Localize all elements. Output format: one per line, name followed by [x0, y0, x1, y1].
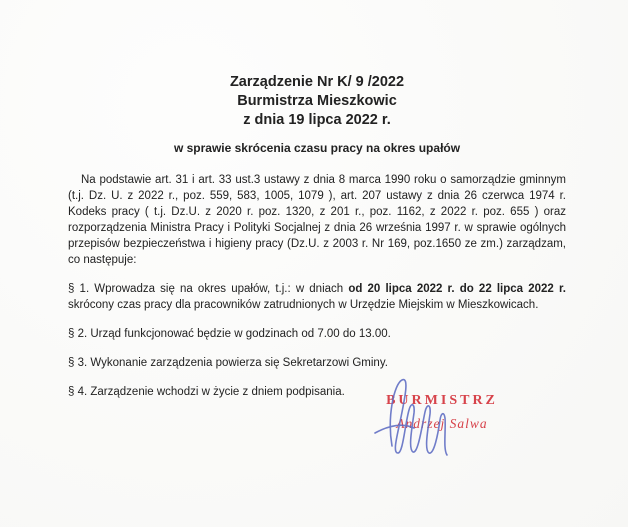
signature-area: [336, 372, 496, 472]
stamp-title-text: BURMISTRZ: [386, 393, 498, 408]
section-4: § 4. Zarządzenie wchodzi w życie z dniem podpisania.: [68, 386, 345, 398]
section-1-lead: § 1. Wprowadza się na okres upałów, t.j.: w dniach: [68, 283, 349, 295]
stamp-name-text: Andrzej Salwa: [396, 416, 488, 431]
preamble-paragraph: Na podstawie art. 31 i art. 33 ust.3 ustawy z dnia 8 marca 1990 roku o samorządzie gminnym (t.j. Dz. U. z 2022 r., poz. 559, 583, 1005, 1079 ), art. 207 ustawy z dnia 26 czerwca 1974 r. Kodeks pracy ( t.j. Dz.U. z 2020 r. poz. 1320, z 201 r., poz. 1162, z 2022 r. poz. 655 ) oraz rozporządzenia Ministra Pracy i Polityki Socjalnej z dnia 26 września 1997 r. w sprawie ogólnych przepisów bezpieczeństwa i higieny pracy (Dz.U. z 2003 r. Nr 169, poz.1650 ze zm.) zarządzam, co następuje:: [68, 174, 566, 266]
document-subject: w sprawie skrócenia czasu pracy na okres upałów: [173, 141, 461, 155]
handwritten-signature-icon: [336, 372, 466, 464]
section-2: § 2. Urząd funkcjonować będzie w godzinach od 7.00 do 13.00.: [68, 328, 391, 340]
document-issuer: Burmistrza Mieszkowic: [237, 93, 397, 109]
document-date: z dnia 19 lipca 2022 r.: [243, 112, 391, 128]
section-1-dates: od 20 lipca 2022 r. do 22 lipca 2022 r.: [348, 283, 566, 295]
section-3: § 3. Wykonanie zarządzenia powierza się Sekretarzowi Gminy.: [68, 357, 388, 369]
section-1-tail: skrócony czas pracy dla pracowników zatrudnionych w Urzędzie Miejskim w Mieszkowicach.: [68, 299, 539, 311]
section-1: [68, 281, 566, 313]
document-title: Zarządzenie Nr K/ 9 /2022: [229, 74, 405, 90]
document-title-block: [68, 73, 566, 130]
